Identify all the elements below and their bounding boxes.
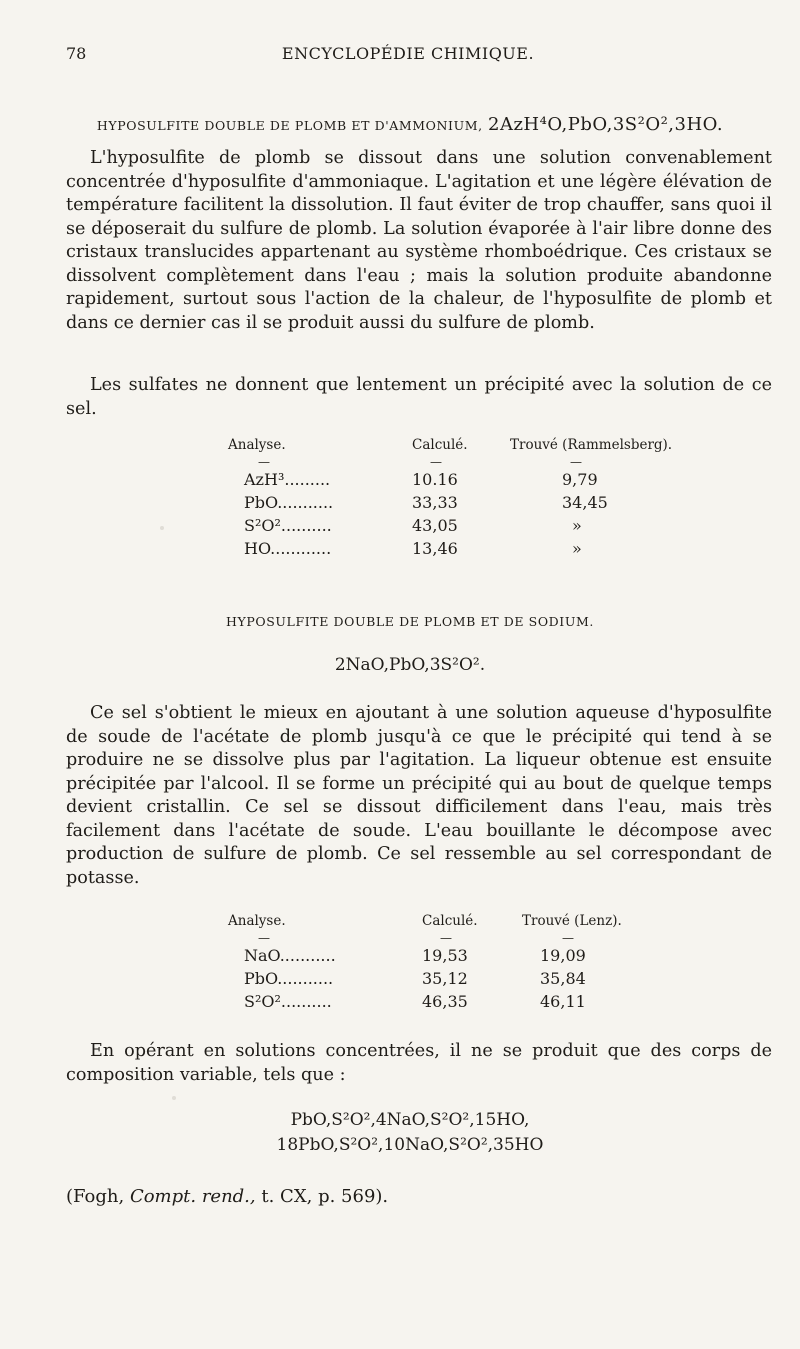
found-value: 35,84	[540, 969, 586, 988]
paragraph-sulfates: Les sulfates ne donnent que lentement un précipité avec la solution de ce sel.	[66, 375, 772, 419]
found-value: »	[572, 516, 582, 535]
header-dash: —	[440, 931, 452, 945]
table-row	[228, 514, 672, 537]
compound-label: NaO	[244, 946, 280, 965]
column-header: Trouvé (Lenz).	[522, 913, 622, 929]
section-title-formula: 2AzH⁴O,PbO,3S²O²,3HO.	[488, 114, 724, 135]
header-dash: —	[430, 455, 442, 469]
found-value: »	[572, 539, 582, 558]
table-row	[228, 537, 672, 560]
page-number: 78	[66, 44, 87, 63]
table-row	[228, 491, 672, 514]
section-title-sodium	[66, 612, 754, 630]
column-header: Calculé.	[412, 437, 468, 453]
found-value: 19,09	[540, 946, 586, 965]
table-row	[228, 967, 662, 990]
compound-label: PbO	[244, 493, 278, 512]
table-row	[228, 944, 662, 967]
leader-dots: ...........	[279, 946, 336, 965]
section-title-text: HYPOSULFITE DOUBLE DE PLOMB ET DE SODIUM.	[226, 614, 594, 629]
calculated-value: 43,05	[412, 516, 458, 535]
section-title-ammonium	[66, 114, 754, 135]
found-value: 46,11	[540, 992, 586, 1011]
calculated-value: 19,53	[422, 946, 468, 965]
formula-line-2: 18PbO,S²O²,10NaO,S²O²,35HO	[276, 1135, 544, 1155]
section-title-text: HYPOSULFITE DOUBLE DE PLOMB ET D'AMMONIUM,	[96, 118, 483, 133]
found-value: 9,79	[562, 470, 598, 489]
analysis-table-ammonium	[228, 437, 672, 560]
running-title: ENCYCLOPÉDIE CHIMIQUE.	[281, 44, 535, 63]
analysis-table-sodium	[228, 913, 662, 1013]
paragraph-ammonium-preparation: L'hyposulfite de plomb se dissout dans une solution convenablement concentrée d'hyposulfite d'ammoniaque. L'agitation et une légère élévation de température facilitent la dissolution. Il faut éviter de trop chauffer, sans quoi il se déposerait du sulfure de plomb. La solution évaporée à l'air libre donne des cristaux translucides appartenant au système rhomboédrique. Ces cristaux se dissolvent complètement dans l'eau ; mais la solution produite abandonne rapidement, surtout sous l'action de la chaleur, de l'hyposulfite de plomb et dans ce dernier cas il se produit aussi du sulfure de plomb.	[66, 148, 772, 333]
citation-journal: Compt. rend.,	[129, 1186, 256, 1207]
leader-dots: .........	[284, 470, 331, 489]
table-row	[228, 990, 662, 1013]
calculated-value: 35,12	[422, 969, 468, 988]
formula-line-1: PbO,S²O²,4NaO,S²O²,15HO,	[290, 1110, 530, 1130]
compound-label: HO	[244, 539, 271, 558]
compound-label: PbO	[244, 969, 278, 988]
table-row	[228, 468, 672, 491]
compound-label: AzH³	[244, 470, 285, 489]
compound-label: S²O²	[244, 516, 281, 535]
header-dash: —	[570, 455, 582, 469]
calculated-value: 13,46	[412, 539, 458, 558]
section-formula-sodium: 2NaO,PbO,3S²O².	[334, 655, 486, 675]
column-header: Analyse.	[228, 913, 286, 929]
calculated-value: 33,33	[412, 493, 458, 512]
column-header: Analyse.	[228, 437, 286, 453]
leader-dots: ..........	[280, 516, 332, 535]
header-dash: —	[258, 931, 270, 945]
citation-author: (Fogh,	[66, 1186, 125, 1207]
leader-dots: ..........	[280, 992, 332, 1011]
citation-reference: t. CX, p. 569).	[261, 1186, 389, 1207]
leader-dots: ...........	[277, 493, 334, 512]
found-value: 34,45	[562, 493, 608, 512]
paragraph-sodium-preparation: Ce sel s'obtient le mieux en ajoutant à une solution aqueuse d'hyposulfite de soude de l'acétate de plomb jusqu'à ce que le précipité qui tend à se produire ne se dissolve plus par l'agitation. La liqueur obtenue est ensuite précipitée par l'alcool. Il se forme un précipité qui au bout de quelque temps devient cristallin. Ce sel se dissout difficilement dans l'eau, mais très facilement dans l'acétate de soude. L'eau bouillante le décompose avec production de sulfure de plomb. Ce sel ressemble au sel correspondant de potasse.	[66, 703, 772, 888]
compound-label: S²O²	[244, 992, 281, 1011]
page-header	[66, 44, 750, 68]
column-header: Trouvé (Rammelsberg).	[510, 437, 673, 453]
leader-dots: ...........	[277, 969, 334, 988]
leader-dots: ............	[270, 539, 332, 558]
paragraph-concentrated-solutions: En opérant en solutions concentrées, il ne se produit que des corps de composition variable, tels que :	[66, 1041, 772, 1085]
column-header: Calculé.	[422, 913, 478, 929]
ink-speck	[160, 526, 164, 530]
header-dash: —	[258, 455, 270, 469]
calculated-value: 10.16	[412, 470, 458, 489]
ink-speck	[172, 1096, 176, 1100]
header-dash: —	[562, 931, 574, 945]
calculated-value: 46,35	[422, 992, 468, 1011]
citation	[66, 1186, 388, 1207]
